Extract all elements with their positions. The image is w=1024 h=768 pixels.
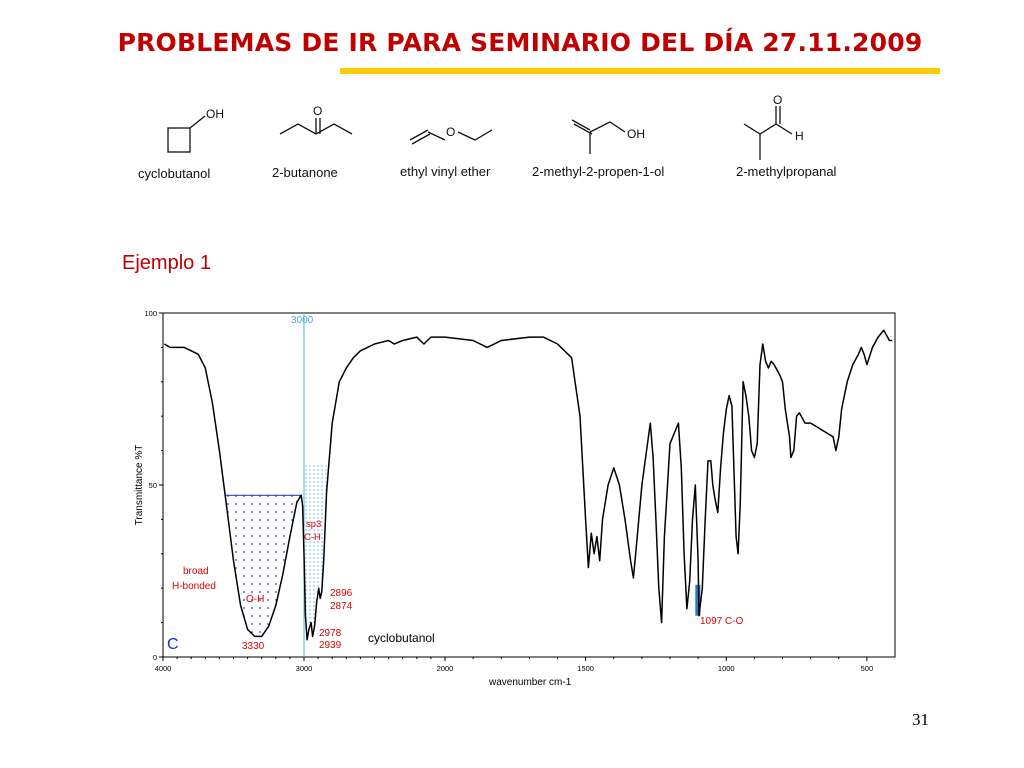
- y-tick-label: 0: [152, 653, 157, 662]
- annotation-peak-2978: 2978: [319, 628, 342, 639]
- sample-label: cyclobutanol: [368, 631, 435, 645]
- annotation-broad: broad: [183, 566, 209, 577]
- annotation-co-peak: 1097 C-O: [700, 616, 744, 627]
- molecule-label-2-methyl-2-propen-1-ol: 2-methyl-2-propen-1-ol: [532, 164, 665, 179]
- marker-line-label: 3000: [291, 315, 314, 326]
- molecule-structures: [120, 90, 900, 170]
- example-label: Ejemplo 1: [122, 252, 211, 274]
- x-tick-label: 1500: [577, 664, 594, 673]
- annotation-peak-2896: 2896: [330, 588, 353, 599]
- cyclobutanol-structure: [168, 107, 224, 152]
- x-axis-label: wavenumber cm-1: [489, 677, 572, 688]
- annotation-oh: O-H: [246, 594, 265, 605]
- molecule-label-2-butanone: 2-butanone: [272, 165, 338, 180]
- oh-band-shading: [225, 495, 301, 636]
- 2-methylpropanal-structure: [744, 93, 804, 160]
- y-axis-label: Transmittance %T: [134, 444, 145, 526]
- atom-label: O: [446, 125, 456, 139]
- annotation-ch: C-H: [304, 532, 321, 543]
- annotation-peak-2874: 2874: [330, 601, 353, 612]
- annotation-oh-peak: 3330: [242, 641, 265, 652]
- annotation-peak-2939: 2939: [319, 640, 342, 651]
- x-tick-label: 2000: [436, 664, 454, 673]
- y-tick-label: 100: [144, 309, 157, 318]
- molecule-label-cyclobutanol: cyclobutanol: [138, 166, 211, 181]
- x-tick-label: 1000: [717, 664, 735, 673]
- atom-label: OH: [627, 127, 645, 141]
- ethyl-vinyl-ether-structure: [410, 125, 492, 144]
- atom-label: O: [313, 104, 323, 118]
- page-number: 31: [912, 710, 929, 729]
- panel-letter: C: [167, 636, 179, 653]
- 2-methyl-2-propen-1-ol-structure: [572, 120, 645, 154]
- 2-butanone-structure: [280, 104, 352, 134]
- annotation-h-bonded: H-bonded: [172, 581, 216, 592]
- annotation-sp3: sp3: [306, 519, 322, 530]
- x-tick-label: 3000: [295, 664, 313, 673]
- atom-label: O: [773, 93, 783, 107]
- molecule-label-2-methylpropanal: 2-methylpropanal: [736, 164, 837, 179]
- title-underline-rule: [340, 68, 940, 74]
- x-tick-label: 500: [860, 664, 874, 673]
- molecule-label-ethyl-vinyl-ether: ethyl vinyl ether: [400, 164, 491, 179]
- slide-title: PROBLEMAS DE IR PARA SEMINARIO DEL DÍA 27.11.2009: [117, 28, 923, 57]
- x-tick-label: 4000: [154, 664, 172, 673]
- atom-label: H: [795, 129, 804, 143]
- y-tick-label: 50: [148, 481, 157, 490]
- atom-label: OH: [206, 107, 224, 121]
- ir-spectrum-chart: [120, 300, 910, 695]
